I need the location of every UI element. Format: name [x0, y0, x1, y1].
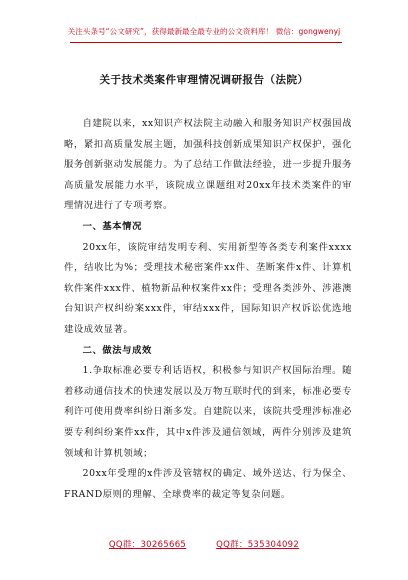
- header-divider: [70, 42, 342, 43]
- header-banner: [0, 0, 408, 52]
- header-banner-text: 关注头条号“公文研究”，获得最新最全最专业的公文资料库！ 微信：gongwenyj: [67, 27, 341, 36]
- paragraph-basic-situation: 20xx年，该院审结发明专利、实用新型等各类专利案件xxxx件，结收比为%；受理技术秘密案件xx件、垄断案件x件、计算机软件案件xxx件、植物新品种权案件xx件；受理各类涉外、涉港澳台知识产权纠纷案xxx件，审结xxx件，国际知识产权诉讼优选地建设成效显著。: [64, 241, 352, 335]
- document-body: [64, 114, 352, 505]
- footer-contacts: [0, 538, 408, 550]
- footer-qq-group-2: QQ群：535304092: [216, 540, 300, 550]
- section-heading-practices: 二、做法与成效: [82, 344, 152, 356]
- section-heading-basic: 一、基本情况: [82, 220, 142, 232]
- paragraph-practice-1: 1.争取标准必要专利话语权，积极参与知识产权国际治理。随着移动通信技术的快速发展以及万物互联时代的到来，标准必要专利许可使用费率纠纷日渐多发。自建院以来，该院共受理涉标准必要专利纠纷案件xx件，其中x件涉及通信领域，两件分别涉及建筑领域和计算机领域；: [64, 365, 352, 459]
- document-title: 关于技术类案件审理情况调研报告（法院）: [99, 74, 309, 86]
- paragraph-intro: 自建院以来，xx知识产权法院主动融入和服务知识产权强国战略，紧扣高质量发展主题，加强科技创新成果知识产权保护，强化服务创新驱动发展能力。为了总结工作做法经验，进一步提升服务高质量发展能力水平，该院成立课题组对20xx年技术类案件的审理情况进行了专项考察。: [64, 118, 352, 212]
- paragraph-practice-2: 20xx年受理的x件涉及管辖权的确定、域外送达、行为保全、FRAND原则的理解、全球费率的裁定等复杂问题。: [64, 468, 352, 500]
- footer-qq-group-1: QQ群：30265665: [108, 540, 187, 550]
